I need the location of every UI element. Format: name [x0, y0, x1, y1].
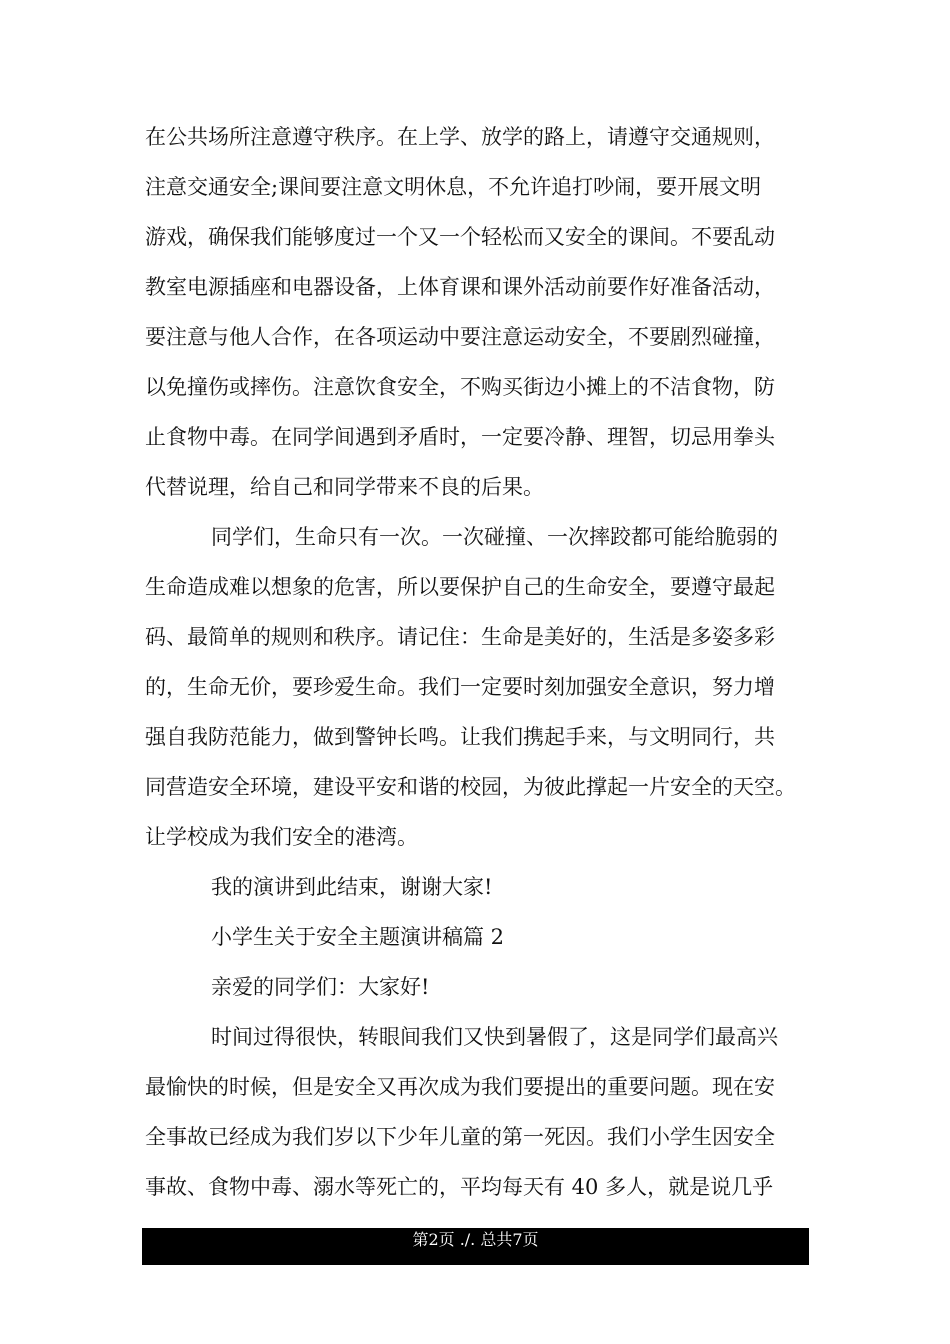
text-line: 让学校成为我们安全的港湾。 [145, 825, 418, 849]
text-line: 全事故已经成为我们岁以下少年儿童的第一死因。我们小学生因安全 [145, 1125, 775, 1149]
paragraph-start-line: 时间过得很快，转眼间我们又快到暑假了，这是同学们最高兴 [211, 1025, 778, 1049]
text-line: 游戏，确保我们能够度过一个又一个轻松而又安全的课间。不要乱动 [145, 225, 775, 249]
text-line: 的，生命无价，要珍爱生命。我们一定要时刻加强安全意识，努力增 [145, 675, 775, 699]
text-line: 同营造安全环境，建设平安和谐的校园，为彼此撑起一片安全的天空。 [145, 775, 796, 799]
text-line: 码、最简单的规则和秩序。请记住：生命是美好的，生活是多姿多彩 [145, 625, 775, 649]
section-heading: 小学生关于安全主题演讲稿篇 2 [211, 925, 505, 949]
text-line: 在公共场所注意遵守秩序。在上学、放学的路上，请遵守交通规则， [145, 125, 775, 149]
text-line: 强自我防范能力，做到警钟长鸣。让我们携起手来，与文明同行，共 [145, 725, 775, 749]
page-number: 第2页 ./. 总共7页 [412, 1230, 539, 1249]
text-line: 教室电源插座和电器设备，上体育课和课外活动前要作好准备活动， [145, 275, 775, 299]
text-line: 要注意与他人合作，在各项运动中要注意运动安全，不要剧烈碰撞， [145, 325, 775, 349]
text-line: 注意交通安全;课间要注意文明休息，不允许追打吵闹，要开展文明 [145, 175, 762, 199]
text-line: 代替说理，给自己和同学带来不良的后果。 [145, 475, 544, 499]
closing-line: 我的演讲到此结束，谢谢大家! [211, 875, 493, 899]
text-line: 事故、食物中毒、溺水等死亡的，平均每天有 40 多人，就是说几乎 [145, 1175, 774, 1199]
greeting-line: 亲爱的同学们：大家好! [211, 975, 430, 999]
text-line: 止食物中毒。在同学间遇到矛盾时，一定要冷静、理智，切忌用拳头 [145, 425, 775, 449]
paragraph-start-line: 同学们，生命只有一次。一次碰撞、一次摔跤都可能给脆弱的 [211, 525, 778, 549]
text-line: 生命造成难以想象的危害，所以要保护自己的生命安全，要遵守最起 [145, 575, 775, 599]
text-line: 以免撞伤或摔伤。注意饮食安全，不购买街边小摊上的不洁食物，防 [145, 375, 775, 399]
text-line: 最愉快的时候，但是安全又再次成为我们要提出的重要问题。现在安 [145, 1075, 775, 1099]
page-footer [142, 1228, 809, 1265]
